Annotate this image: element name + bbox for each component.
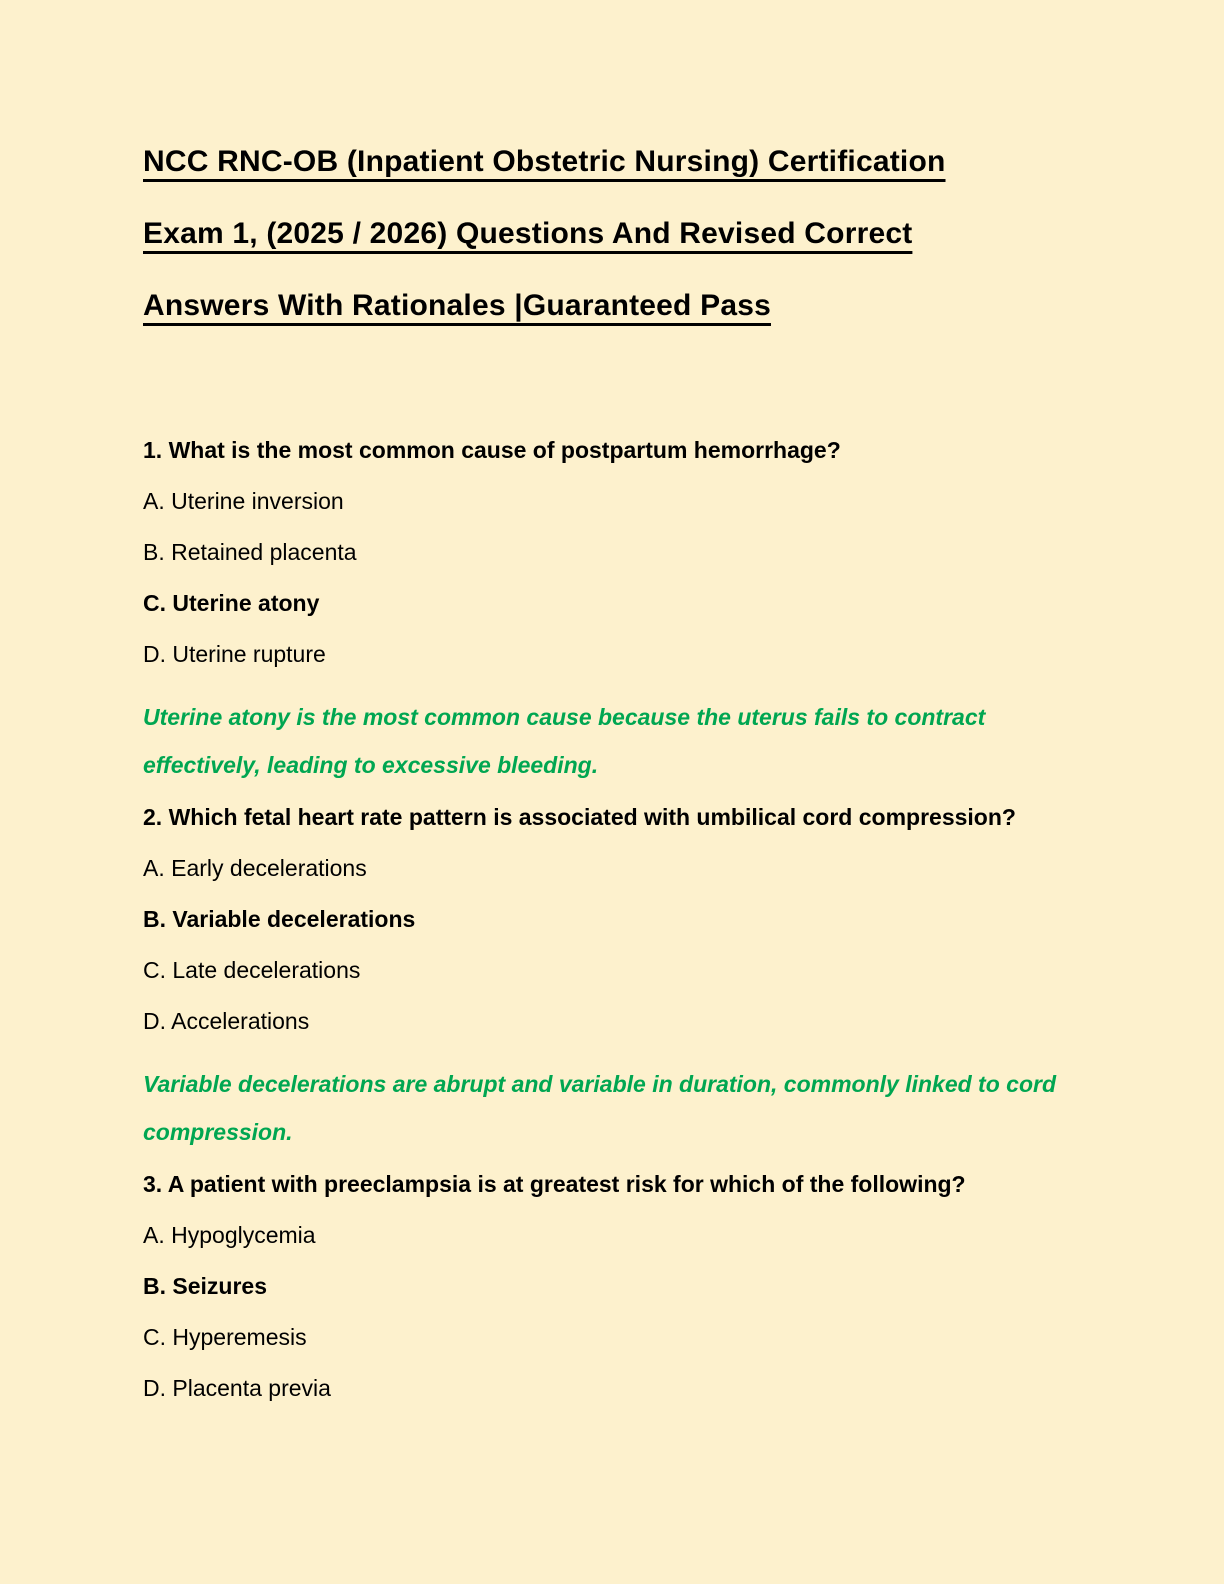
question-2-rationale: Variable decelerations are abrupt and variable in duration, commonly linked to cord compression. bbox=[143, 1071, 1056, 1145]
question-1-option-c: C. Uterine atony bbox=[143, 590, 320, 616]
question-2-option-b: B. Variable decelerations bbox=[143, 906, 416, 932]
question-3-option-a: A. Hypoglycemia bbox=[143, 1222, 316, 1248]
question-2-option-d: D. Accelerations bbox=[143, 1008, 310, 1034]
question-2-option-c: C. Late decelerations bbox=[143, 957, 361, 983]
question-3-option-b: B. Seizures bbox=[143, 1273, 267, 1299]
question-1-heading: 1. What is the most common cause of postpartum hemorrhage? bbox=[143, 437, 841, 463]
question-1-option-d: D. Uterine rupture bbox=[143, 641, 326, 667]
question-3 bbox=[143, 1172, 1086, 1401]
question-2 bbox=[143, 805, 1086, 1156]
question-3-heading: 3. A patient with preeclampsia is at greatest risk for which of the following? bbox=[143, 1171, 966, 1197]
questions-section bbox=[143, 438, 1086, 1401]
question-3-option-d: D. Placenta previa bbox=[143, 1375, 331, 1401]
question-1-rationale: Uterine atony is the most common cause because the uterus fails to contract effectively, leading to excessive bleeding. bbox=[143, 704, 986, 778]
title-line-3: Answers With Rationales |Guaranteed Pass bbox=[143, 289, 771, 322]
question-1 bbox=[143, 438, 1086, 789]
document-title bbox=[143, 126, 1086, 342]
question-1-option-a: A. Uterine inversion bbox=[143, 488, 344, 514]
title-line-1: NCC RNC-OB (Inpatient Obstetric Nursing) Certification bbox=[143, 145, 946, 178]
title-line-2: Exam 1, (2025 / 2026) Questions And Revised Correct bbox=[143, 217, 913, 250]
question-3-option-c: C. Hyperemesis bbox=[143, 1324, 307, 1350]
question-2-option-a: A. Early decelerations bbox=[143, 855, 367, 881]
question-2-heading: 2. Which fetal heart rate pattern is associated with umbilical cord compression? bbox=[143, 804, 1016, 830]
question-1-option-b: B. Retained placenta bbox=[143, 539, 357, 565]
